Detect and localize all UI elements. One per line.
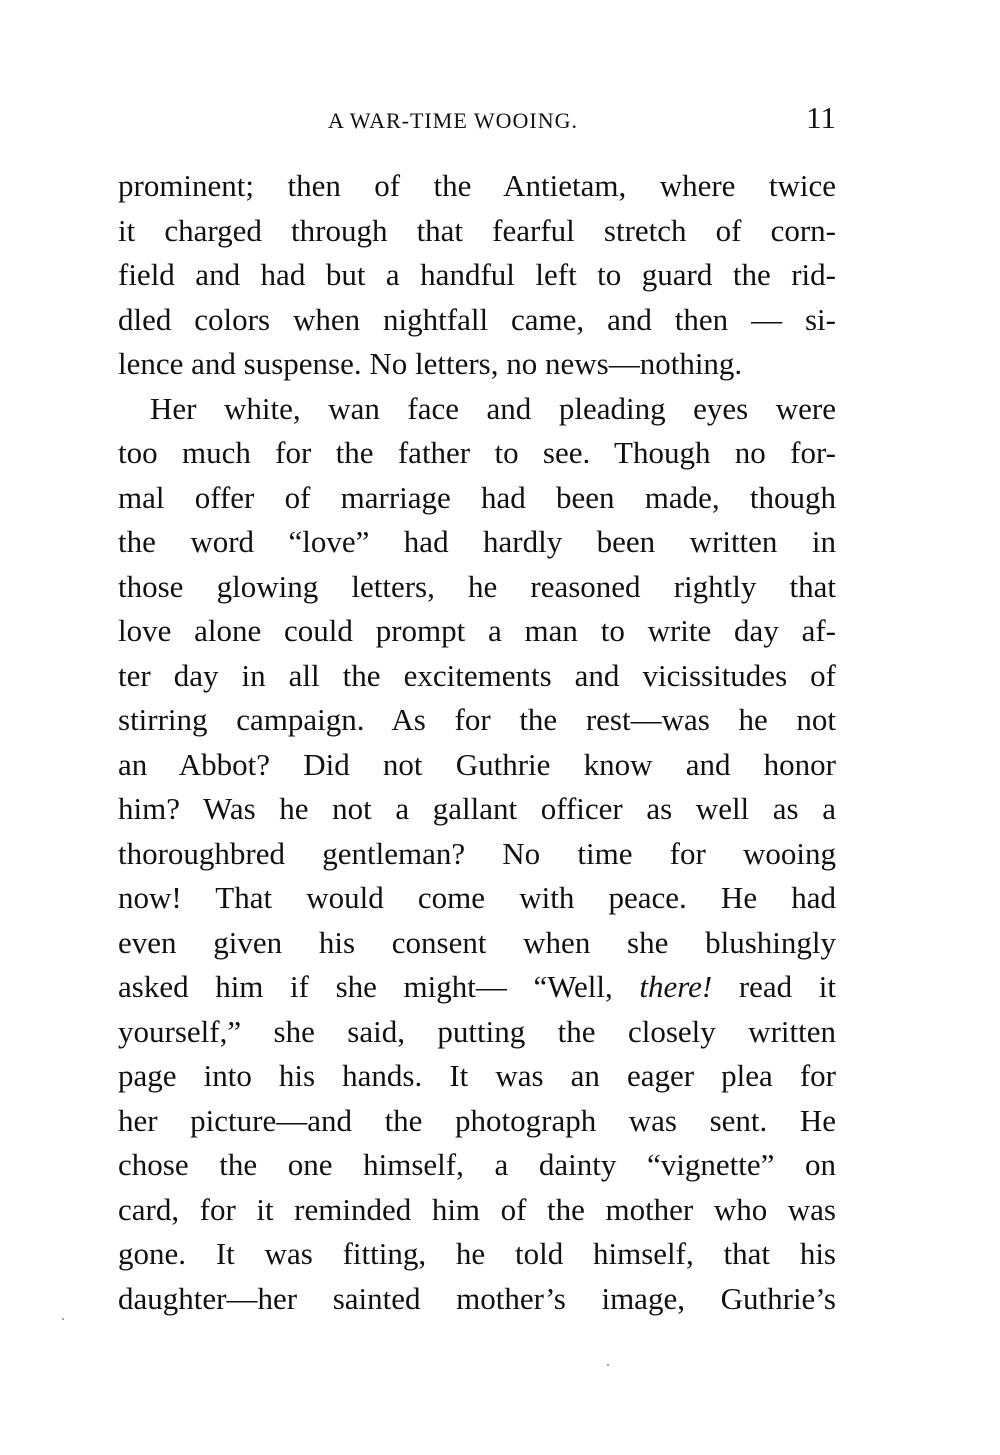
text-line: even given his consent when she blushingly [118, 924, 836, 960]
page-header [118, 100, 836, 140]
text-line: it charged through that fearful stretch of corn- [118, 212, 836, 248]
text-line: daughter—her sainted mother’s image, Guthrie’s [118, 1280, 836, 1316]
text-line: the word “love” had hardly been written in [118, 524, 836, 559]
running-head: A WAR-TIME WOOING. [328, 108, 578, 133]
text-line: prominent; then of the Antietam, where twice [118, 168, 836, 203]
quote-open: “Well, [533, 969, 613, 1004]
text-line: love alone could prompt a man to write day af- [118, 613, 836, 648]
print-speck [62, 1318, 64, 1320]
body-text [118, 164, 836, 1321]
text-line: chose the one himself, a dainty “vignette” on [118, 1147, 836, 1182]
text-line: mal offer of marriage had been made, though [118, 479, 836, 515]
text-line-start: asked him if she might— [118, 969, 507, 1004]
text-line: gone. It was fitting, he told himself, that his [118, 1236, 836, 1271]
text-line: field and had but a handful left to guard the rid- [118, 257, 836, 292]
text-line: stirring campaign. As for the rest—was he not [118, 702, 836, 737]
text-line: ter day in all the excitements and vicissitudes of [118, 657, 836, 693]
page-number: 11 [806, 100, 836, 135]
text-line: him? Was he not a gallant officer as well as a [118, 791, 836, 826]
text-line: those glowing letters, he reasoned rightly that [118, 568, 836, 604]
text-line: card, for it reminded him of the mother who was [118, 1191, 836, 1227]
text-line: page into his hands. It was an eager plea for [118, 1058, 836, 1093]
print-speck [607, 1364, 609, 1366]
text-line: yourself,” she said, putting the closely written [118, 1013, 836, 1049]
quote-emphasis: there! [639, 969, 713, 1004]
text-line: lence and suspense. No letters, no news—nothing. [118, 346, 743, 381]
text-line: her picture—and the photograph was sent. He [118, 1102, 836, 1138]
text-line: dled colors when nightfall came, and then — si- [118, 301, 836, 337]
quote-close: read it [738, 969, 837, 1004]
text-line: too much for the father to see. Though no for- [118, 435, 836, 470]
text-line: Her white, wan face and pleading eyes were [150, 390, 836, 426]
text-line: thoroughbred gentleman? No time for wooing [118, 835, 836, 871]
text-line: now! That would come with peace. He had [118, 880, 836, 915]
text-line-with-quote [118, 965, 836, 1010]
text-line: an Abbot? Did not Guthrie know and honor [118, 746, 836, 782]
